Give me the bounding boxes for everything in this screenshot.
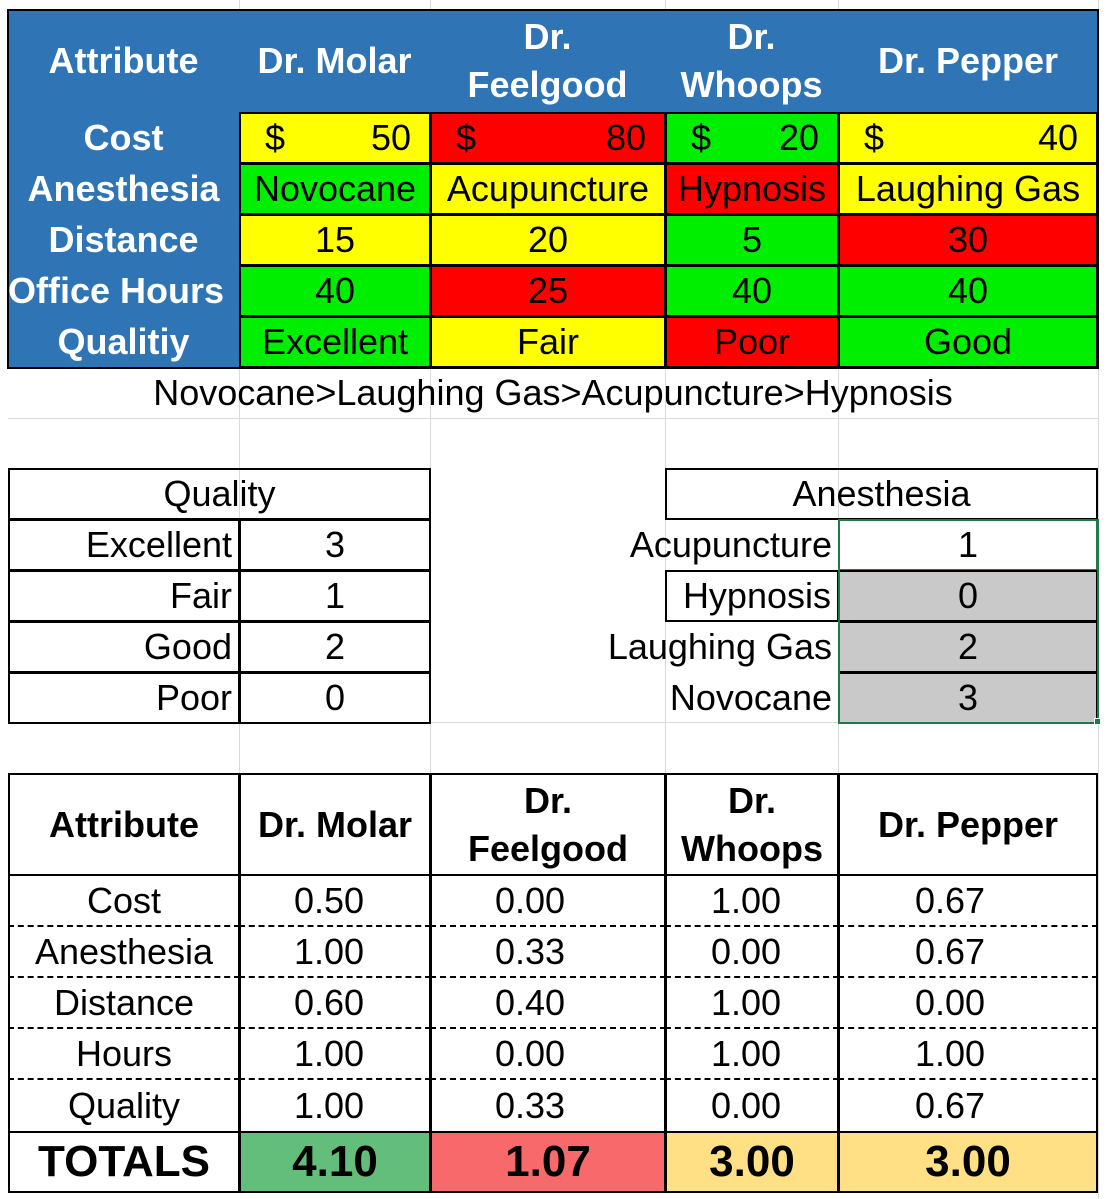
hours-cell-molar[interactable]: 40: [239, 265, 431, 317]
hours-cell-feelgood[interactable]: 25: [430, 265, 666, 317]
score-header-dr-whoops-line1: Dr.: [727, 779, 777, 821]
currency-symbol: $: [691, 117, 712, 158]
gridline: [665, 0, 666, 10]
score-row-label[interactable]: Distance: [8, 978, 240, 1029]
gridline: [430, 0, 431, 10]
total-dr-pepper[interactable]: 3.00: [838, 1131, 1098, 1193]
distance-cell-pepper[interactable]: 30: [838, 214, 1098, 266]
score-value[interactable]: 0.67: [838, 876, 1098, 927]
label-quality[interactable]: Qualitiy: [8, 316, 239, 368]
quality-lookup-value[interactable]: 3: [239, 519, 431, 571]
label-office-hours[interactable]: Office Hours: [8, 265, 239, 316]
currency-symbol: $: [864, 117, 885, 158]
quality-lookup-value[interactable]: 0: [239, 672, 431, 724]
hours-cell-whoops[interactable]: 40: [665, 265, 839, 317]
score-value[interactable]: 1.00: [239, 1029, 431, 1080]
cost-value: 40: [1037, 117, 1078, 158]
distance-cell-molar[interactable]: 15: [239, 214, 431, 266]
score-header-dr-feelgood[interactable]: [430, 773, 666, 876]
score-row-label[interactable]: Cost: [8, 876, 240, 927]
score-row-label[interactable]: Quality: [8, 1080, 240, 1131]
quality-lookup-label[interactable]: Fair: [8, 570, 240, 622]
quality-lookup-value[interactable]: 1: [239, 570, 431, 622]
cost-value: 80: [605, 117, 646, 158]
score-row-label[interactable]: Anesthesia: [8, 927, 240, 978]
quality-cell-pepper[interactable]: Good: [838, 316, 1098, 368]
quality-cell-whoops[interactable]: Poor: [665, 316, 839, 368]
hours-cell-pepper[interactable]: 40: [838, 265, 1098, 317]
fill-handle[interactable]: [1094, 718, 1101, 725]
currency-symbol: $: [265, 117, 286, 158]
score-value[interactable]: 0.00: [838, 978, 1098, 1029]
score-header-dr-whoops[interactable]: [665, 773, 839, 876]
gridline: [239, 0, 240, 10]
ranking-note[interactable]: Novocane>Laughing Gas>Acupuncture>Hypnosis: [153, 372, 953, 413]
header-attribute[interactable]: Attribute: [8, 10, 239, 112]
score-value[interactable]: 0.67: [838, 927, 1098, 978]
total-dr-whoops[interactable]: 3.00: [665, 1131, 839, 1193]
score-header-dr-feelgood-line1: Dr.: [523, 779, 573, 821]
distance-cell-whoops[interactable]: 5: [665, 214, 839, 266]
cost-cell-pepper[interactable]: [838, 112, 1098, 164]
score-row-label[interactable]: Hours: [8, 1029, 240, 1080]
quality-cell-molar[interactable]: Excellent: [239, 316, 431, 368]
score-value[interactable]: 0.40: [430, 978, 666, 1029]
header-dr-whoops-line2: Whoops: [680, 64, 823, 105]
totals-label[interactable]: TOTALS: [8, 1131, 240, 1193]
score-value[interactable]: 1.00: [665, 978, 839, 1029]
score-value[interactable]: 1.00: [665, 1029, 839, 1080]
gridline: [8, 418, 1098, 419]
score-value[interactable]: 1.00: [665, 876, 839, 927]
anesthesia-lookup-value[interactable]: 2: [838, 621, 1098, 673]
score-value[interactable]: 1.00: [239, 927, 431, 978]
anesthesia-lookup-value[interactable]: 0: [838, 570, 1098, 622]
header-dr-pepper[interactable]: Dr. Pepper: [838, 10, 1098, 112]
header-dr-feelgood[interactable]: [430, 10, 665, 112]
score-value[interactable]: 1.00: [838, 1029, 1098, 1080]
anesthesia-lookup-label[interactable]: Acupuncture: [629, 524, 832, 565]
quality-lookup-value[interactable]: 2: [239, 621, 431, 673]
score-value[interactable]: 0.33: [430, 927, 666, 978]
currency-symbol: $: [456, 117, 477, 158]
cost-value: 20: [778, 117, 819, 158]
quality-lookup-title[interactable]: Quality: [8, 468, 431, 520]
header-dr-molar[interactable]: Dr. Molar: [239, 10, 430, 112]
score-header-attribute[interactable]: Attribute: [8, 773, 240, 876]
anesthesia-cell-whoops[interactable]: Hypnosis: [665, 163, 839, 215]
score-value[interactable]: 0.00: [665, 927, 839, 978]
score-header-dr-pepper[interactable]: Dr. Pepper: [838, 773, 1098, 876]
quality-lookup-label[interactable]: Good: [8, 621, 240, 673]
cost-cell-whoops[interactable]: [665, 112, 839, 164]
quality-lookup-label[interactable]: Poor: [8, 672, 240, 724]
gridline: [1098, 0, 1099, 1199]
header-dr-feelgood-line1: Dr.: [523, 16, 572, 57]
score-value[interactable]: 0.00: [665, 1080, 839, 1131]
header-dr-feelgood-line2: Feelgood: [467, 64, 628, 105]
quality-lookup-label[interactable]: Excellent: [8, 519, 240, 571]
header-dr-whoops-line1: Dr.: [727, 16, 776, 57]
anesthesia-lookup-label[interactable]: Novocane: [669, 677, 832, 718]
anesthesia-lookup-value[interactable]: 1: [838, 519, 1098, 571]
cost-cell-molar[interactable]: [239, 112, 431, 164]
anesthesia-cell-feelgood[interactable]: Acupuncture: [430, 163, 666, 215]
anesthesia-lookup-title[interactable]: Anesthesia: [665, 468, 1098, 520]
score-header-dr-feelgood-line2: Feelgood: [468, 827, 628, 869]
score-value[interactable]: 0.00: [430, 1029, 666, 1080]
anesthesia-lookup-label[interactable]: Laughing Gas: [607, 626, 832, 667]
score-value[interactable]: 0.33: [430, 1080, 666, 1131]
score-value[interactable]: 0.50: [239, 876, 431, 927]
label-cost[interactable]: Cost: [8, 112, 239, 163]
total-dr-feelgood[interactable]: 1.07: [430, 1131, 666, 1193]
score-header-dr-whoops-line2: Whoops: [681, 827, 823, 869]
anesthesia-cell-pepper[interactable]: Laughing Gas: [838, 163, 1098, 215]
cost-cell-feelgood[interactable]: [430, 112, 666, 164]
cost-value: 50: [370, 117, 411, 158]
label-anesthesia[interactable]: Anesthesia: [8, 163, 239, 214]
anesthesia-lookup-label[interactable]: Hypnosis: [665, 570, 839, 622]
gridline: [838, 0, 839, 10]
total-dr-molar[interactable]: 4.10: [239, 1131, 431, 1193]
score-header-dr-molar[interactable]: Dr. Molar: [239, 773, 431, 876]
score-value[interactable]: 0.00: [430, 876, 666, 927]
score-value[interactable]: 1.00: [239, 1080, 431, 1131]
label-distance[interactable]: Distance: [8, 214, 239, 265]
score-value[interactable]: 0.60: [239, 978, 431, 1029]
distance-cell-feelgood[interactable]: 20: [430, 214, 666, 266]
anesthesia-cell-molar[interactable]: Novocane: [239, 163, 431, 215]
score-value[interactable]: 0.67: [838, 1080, 1098, 1131]
header-dr-whoops[interactable]: [665, 10, 838, 112]
anesthesia-lookup-value[interactable]: 3: [838, 672, 1098, 724]
quality-cell-feelgood[interactable]: Fair: [430, 316, 666, 368]
